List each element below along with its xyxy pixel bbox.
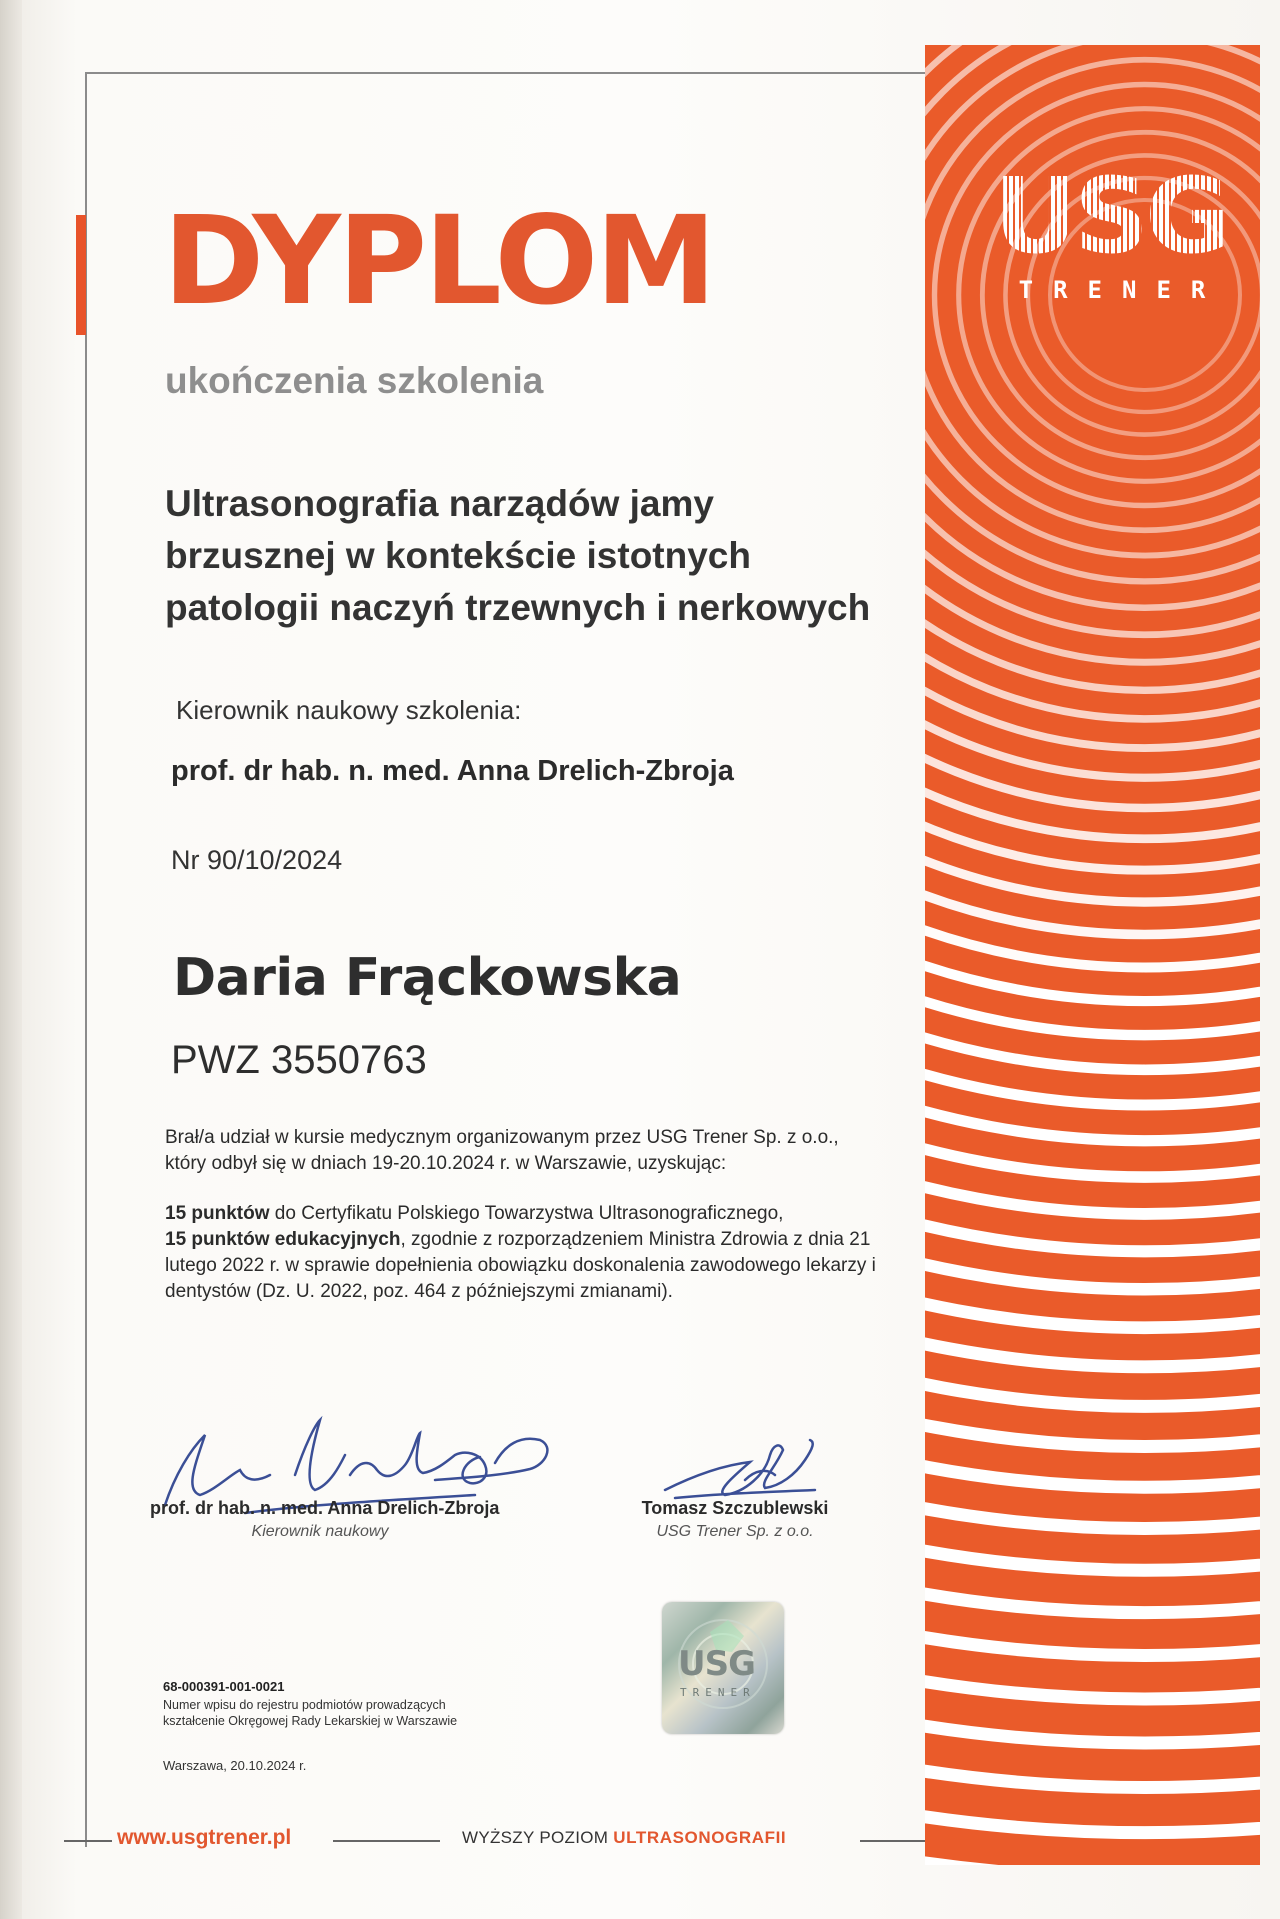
course-title-line: brzusznej w kontekście istotnych xyxy=(165,535,751,576)
scientific-lead-label: Kierownik naukowy szkolenia: xyxy=(176,695,522,725)
signatory-name: prof. dr hab. n. med. Anna Drelich-Zbroja xyxy=(150,1498,500,1518)
footer-divider xyxy=(860,1840,925,1842)
band-arc-stripe xyxy=(925,45,1260,1865)
diploma-body xyxy=(165,1125,925,1305)
recipient-pwz: PWZ 3550763 xyxy=(171,1038,427,1082)
frame-top-line xyxy=(85,72,925,74)
orange-band xyxy=(925,45,1260,1865)
points-line xyxy=(165,1227,925,1253)
scientific-lead-name: prof. dr hab. n. med. Anna Drelich-Zbroja xyxy=(171,755,734,787)
course-title xyxy=(165,478,935,634)
band-arc-stripe xyxy=(925,45,1260,748)
signatory-role: Kierownik naukowy xyxy=(251,1523,389,1540)
signature-block-company xyxy=(620,1498,850,1541)
band-arc-stripe xyxy=(925,45,1260,662)
registry-desc-line: Numer wpisu do rejestru podmiotów prowadzących xyxy=(163,1698,446,1712)
place-and-date: Warszawa, 20.10.2024 r. xyxy=(163,1758,307,1773)
course-title-line: Ultrasonografia narządów jamy xyxy=(165,483,714,524)
title-accent-bar xyxy=(76,215,86,335)
usg-logo-mark xyxy=(985,160,1235,270)
band-arc-stripe xyxy=(925,45,1260,1865)
band-arcs-graphic xyxy=(925,45,1260,1865)
band-arc-stripe xyxy=(925,45,1260,1865)
signatory-role: USG Trener Sp. z o.o. xyxy=(656,1523,814,1540)
diploma-subtitle: ukończenia szkolenia xyxy=(165,360,544,401)
hologram-trener-text: TRENER xyxy=(680,1686,756,1699)
points-bold: 15 punktów edukacyjnych xyxy=(165,1229,401,1250)
recipient-name: Daria Frąckowska xyxy=(173,948,682,1008)
band-arc-stripe xyxy=(925,45,1260,1865)
hologram-seal xyxy=(662,1602,784,1734)
body-line: lutego 2022 r. w sprawie dopełnienia obowiązku doskonalenia zawodowego lekarzy i xyxy=(165,1255,876,1276)
registry-code: 68-000391-001-0021 xyxy=(163,1679,285,1694)
points-rest: , zgodnie z rozporządzeniem Ministra Zdrowia z dnia 21 xyxy=(400,1229,871,1250)
usg-logo xyxy=(985,160,1235,270)
diploma-title: DYPLOM xyxy=(163,190,714,332)
body-line: który odbył się w dniach 19-20.10.2024 r. w Warszawie, uzyskując: xyxy=(165,1153,727,1174)
tagline-highlight: ULTRASONOGRAFII xyxy=(613,1828,787,1847)
footer-tagline xyxy=(462,1828,786,1848)
points-line xyxy=(165,1201,925,1227)
usg-logo-text: USG xyxy=(993,160,1227,270)
trener-logo-text: TRENER xyxy=(1018,276,1226,304)
band-arc-stripe xyxy=(925,45,1260,1865)
signatory-name: Tomasz Szczublewski xyxy=(641,1498,829,1518)
body-line: dentystów (Dz. U. 2022, poz. 464 z późniejszymi zmianami). xyxy=(165,1281,673,1302)
points-bold: 15 punktów xyxy=(165,1203,270,1224)
footer-divider xyxy=(333,1840,440,1842)
signature-block-lead xyxy=(150,1498,500,1541)
paper-edge xyxy=(0,0,22,1919)
diploma-number: Nr 90/10/2024 xyxy=(171,845,343,875)
footer-divider xyxy=(64,1840,112,1842)
footer-website-link[interactable]: www.usgtrener.pl xyxy=(117,1826,292,1849)
frame-left-line xyxy=(85,72,87,1847)
registry-desc-line: kształcenie Okręgowej Rady Lekarskiej w Warszawie xyxy=(163,1714,458,1728)
tagline-plain: WYŻSZY POZIOM xyxy=(462,1828,614,1847)
body-line: Brał/a udział w kursie medycznym organizowanym przez USG Trener Sp. z o.o., xyxy=(165,1127,839,1148)
hologram-usg-text: USG xyxy=(678,1644,756,1684)
registry-description xyxy=(163,1697,563,1729)
points-rest: do Certyfikatu Polskiego Towarzystwa Ultrasonograficznego, xyxy=(269,1203,784,1224)
course-title-line: patologii naczyń trzewnych i nerkowych xyxy=(165,587,871,628)
band-arc-stripe xyxy=(925,45,1260,778)
